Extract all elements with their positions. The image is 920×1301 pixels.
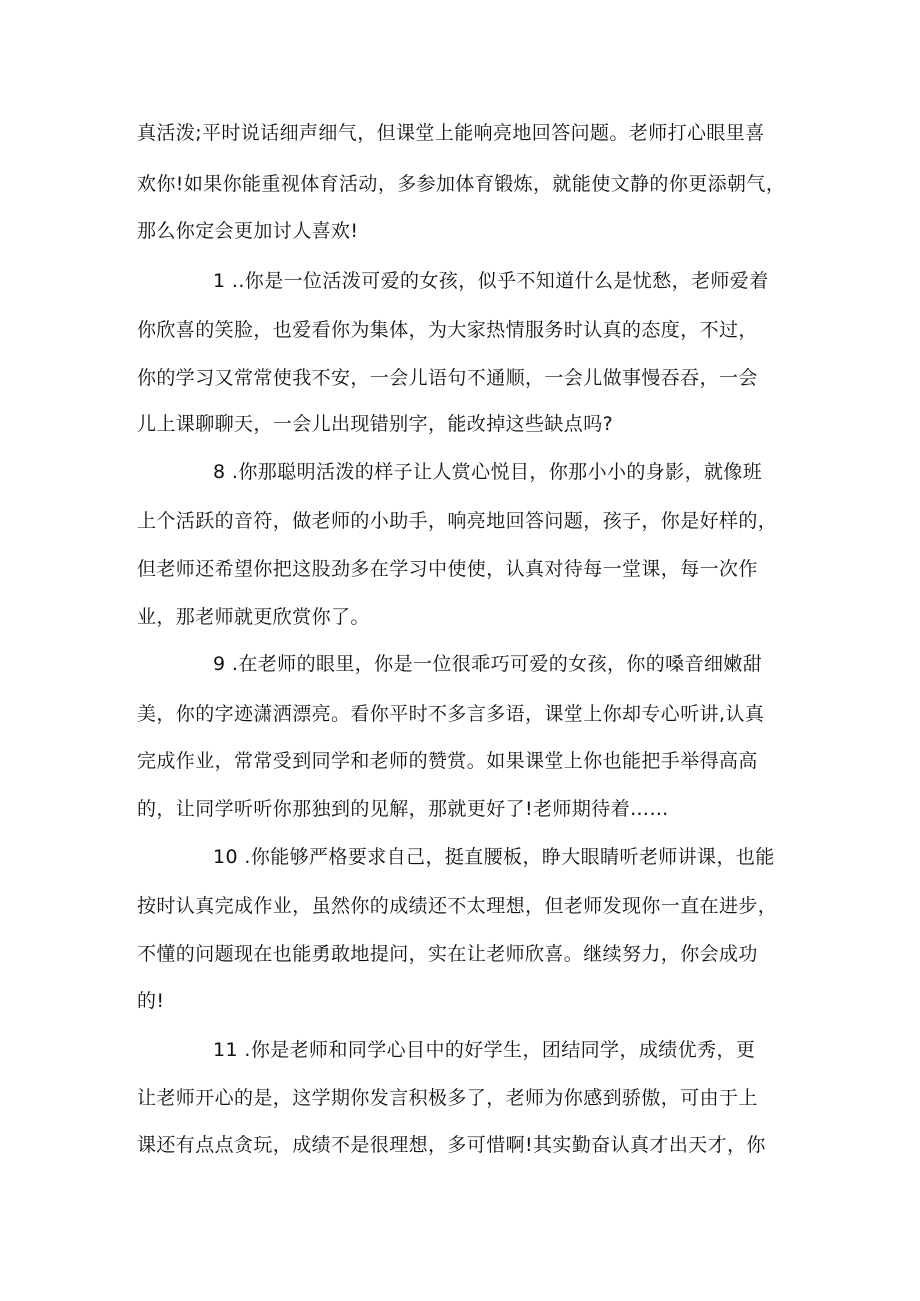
- text-line: 真活泼;平时说话细声细气，但课堂上能响亮地回答问题。老师打心眼里喜: [137, 122, 765, 144]
- paragraph-first-line: 10 .你能够严格要求自己，挺直腰板，睁大眼睛听老师讲课，也能: [213, 846, 775, 868]
- text-line: 但老师还希望你把这股劲多在学习中使使，认真对待每一堂课，每一次作: [137, 558, 758, 580]
- paragraph-first-line: 11 .你是老师和同学心目中的好学生，团结同学，成绩优秀，更: [213, 1039, 756, 1061]
- text-line: 你欣喜的笑脸，也爱看你为集体，为大家热情服务时认真的态度，不过，: [137, 319, 758, 341]
- text-line: 课还有点点贪玩，成绩不是很理想，多可惜啊!其实勤奋认真才出天才，你: [137, 1134, 766, 1156]
- text-line: 的，让同学听听你那独到的见解，那就更好了!老师期待着……: [137, 798, 669, 820]
- text-line: 不懂的问题现在也能勇敢地提问，实在让老师欣喜。继续努力，你会成功: [137, 943, 758, 965]
- text-line: 你的学习又常常使我不安，一会儿语句不通顺，一会儿做事慢吞吞，一会: [137, 367, 758, 389]
- text-line: 完成作业，常常受到同学和老师的赞赏。如果课堂上你也能把手举得高高: [137, 750, 758, 772]
- text-line: 按时认真完成作业，虽然你的成绩还不太理想，但老师发现你一直在进步，: [137, 895, 778, 917]
- text-line: 儿上课聊聊天，一会儿出现错别字，能改掉这些缺点吗?: [137, 413, 614, 435]
- text-line: 上个活跃的音符，做老师的小助手，响亮地回答问题，孩子，你是好样的，: [137, 510, 778, 532]
- text-line: 让老师开心的是，这学期你发言积极多了，老师为你感到骄傲，可由于上: [137, 1087, 758, 1109]
- paragraph-first-line: 8 .你那聪明活泼的样子让人赏心悦目，你那小小的身影，就像班: [213, 461, 763, 483]
- paragraph-first-line: 1 ..你是一位活泼可爱的女孩，似乎不知道什么是忧愁，老师爱着: [213, 270, 769, 292]
- text-line: 业，那老师就更欣赏你了。: [137, 606, 370, 628]
- text-line: 那么你定会更加讨人喜欢!: [137, 220, 359, 242]
- text-line: 的!: [137, 990, 165, 1012]
- text-line: 美，你的字迹潇洒漂亮。看你平时不多言多语，课堂上你却专心听讲,认真: [137, 703, 765, 725]
- text-line: 欢你!如果你能重视体育活动，多参加体育锻炼，就能使文静的你更添朝气，: [137, 173, 786, 195]
- paragraph-first-line: 9 .在老师的眼里，你是一位很乖巧可爱的女孩，你的嗓音细嫩甜: [213, 653, 763, 675]
